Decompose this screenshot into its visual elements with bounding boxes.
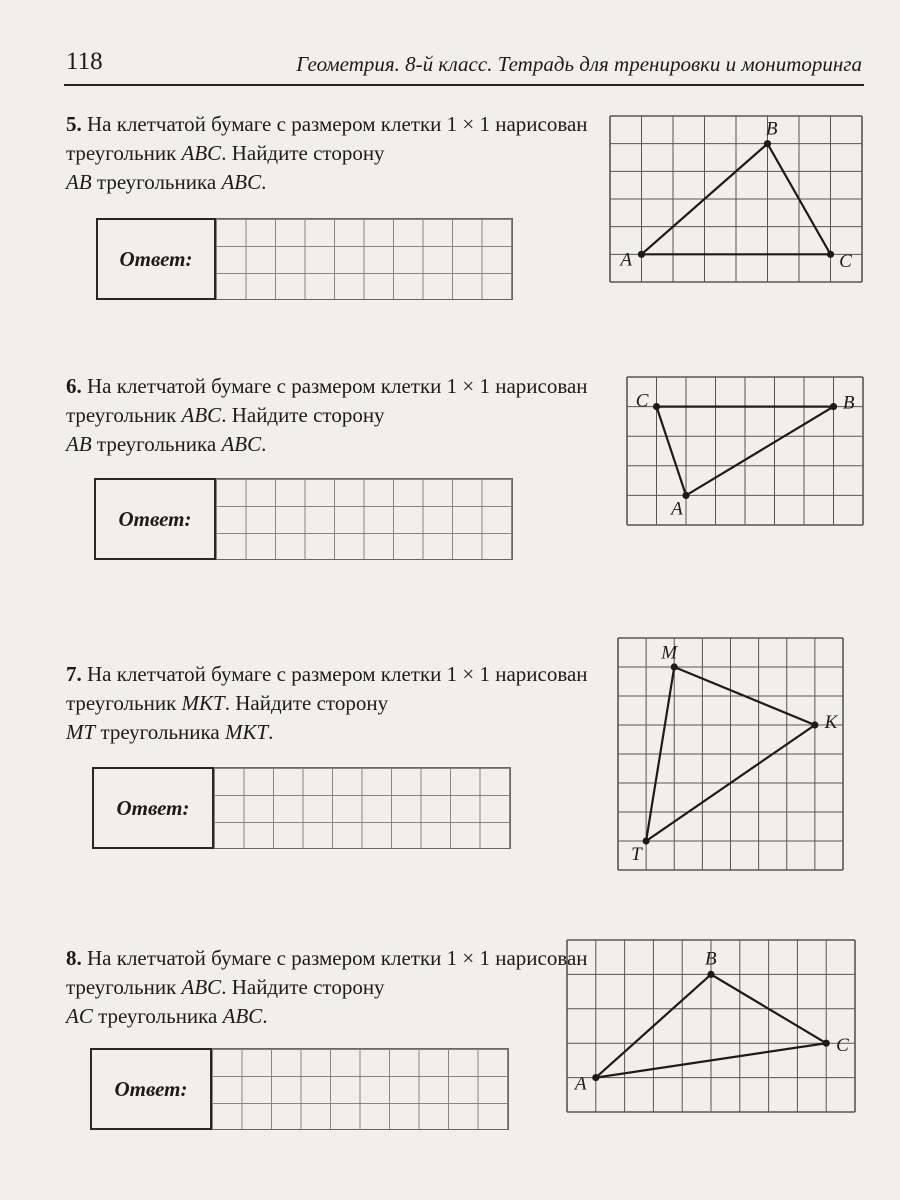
problem-number: 5. bbox=[66, 112, 82, 136]
vertex-label: B bbox=[765, 118, 778, 140]
header-rule bbox=[64, 84, 864, 86]
side-name: MT bbox=[66, 720, 96, 744]
vertex-label: A bbox=[671, 498, 683, 520]
problem-intro: На клетчатой бумаге с размером клетки 1 × 1 нарисован треугольник bbox=[66, 112, 588, 165]
problem-number: 8. bbox=[66, 946, 82, 970]
problem-mid: . Найдите сторону bbox=[221, 403, 385, 427]
vertex-point bbox=[638, 251, 645, 258]
vertex-point bbox=[592, 1074, 599, 1081]
grid-lines bbox=[627, 377, 863, 525]
vertex-label: B bbox=[842, 392, 855, 414]
problem-7-text bbox=[66, 660, 606, 747]
problem-number: 7. bbox=[66, 662, 82, 686]
problem-tail: треугольника bbox=[95, 720, 225, 744]
answer-label: Ответ: bbox=[94, 478, 216, 560]
vertex-point bbox=[827, 251, 834, 258]
problem-tail: треугольника bbox=[91, 432, 222, 456]
page-number: 118 bbox=[66, 48, 103, 75]
triangle-name: MKT bbox=[181, 691, 225, 715]
triangle-name: ABC bbox=[181, 975, 222, 999]
figure-8 bbox=[567, 940, 855, 1112]
problem-5-text bbox=[66, 110, 606, 197]
problem-mid: . Найдите сторону bbox=[224, 691, 389, 715]
triangle-name: ABC bbox=[221, 170, 262, 194]
problem-tail: треугольника bbox=[92, 1004, 223, 1028]
problem-mid: . Найдите сторону bbox=[221, 975, 385, 999]
problem-8-text bbox=[66, 944, 606, 1031]
grid-lines bbox=[618, 638, 843, 870]
running-title: Геометрия. 8-й класс. Тетрадь для тренировки и мониторинга bbox=[296, 52, 862, 76]
answer-box-5[interactable] bbox=[96, 218, 513, 300]
answer-box-6[interactable] bbox=[94, 478, 513, 560]
answer-box-8[interactable] bbox=[90, 1048, 509, 1130]
problem-tail: треугольника bbox=[91, 170, 222, 194]
vertex-label: A bbox=[620, 249, 633, 271]
problem-6-text bbox=[66, 372, 606, 459]
figure-5 bbox=[610, 116, 862, 282]
problem-end: . bbox=[261, 170, 267, 194]
vertex-label: B bbox=[705, 948, 717, 970]
problem-end: . bbox=[261, 432, 267, 456]
vertex-point bbox=[643, 837, 650, 844]
vertex-point bbox=[811, 721, 818, 728]
vertex-point bbox=[682, 492, 689, 499]
problem-intro: На клетчатой бумаге с размером клетки 1 × 1 нарисован треугольник bbox=[66, 946, 588, 999]
problem-mid: . Найдите сторону bbox=[221, 141, 385, 165]
vertex-label: C bbox=[635, 390, 649, 412]
vertex-point bbox=[671, 663, 678, 670]
side-name: AB bbox=[66, 170, 92, 194]
answer-label: Ответ: bbox=[96, 218, 216, 300]
answer-cells[interactable] bbox=[214, 767, 511, 849]
problem-end: . bbox=[262, 1004, 268, 1028]
answer-cells[interactable] bbox=[212, 1048, 509, 1130]
side-name: AC bbox=[66, 1004, 93, 1028]
problem-end: . bbox=[268, 720, 274, 744]
triangle-name: ABC bbox=[221, 432, 262, 456]
answer-cells[interactable] bbox=[216, 218, 513, 300]
figure-7 bbox=[618, 638, 843, 870]
triangle-name: MKT bbox=[224, 720, 269, 744]
grid-lines bbox=[610, 116, 862, 282]
vertex-label: M bbox=[661, 642, 678, 664]
triangle-name: ABC bbox=[181, 141, 222, 165]
vertex-point bbox=[823, 1040, 830, 1047]
vertex-label: K bbox=[824, 712, 838, 734]
problem-intro: На клетчатой бумаге с размером клетки 1 × 1 нарисован треугольник bbox=[66, 662, 588, 715]
vertex-point bbox=[830, 403, 837, 410]
vertex-label: A bbox=[574, 1073, 587, 1095]
vertex-label: T bbox=[631, 844, 642, 866]
answer-box-7[interactable] bbox=[92, 767, 511, 849]
triangle-name: ABC bbox=[181, 403, 222, 427]
figure-6 bbox=[627, 377, 863, 525]
answer-label: Ответ: bbox=[92, 767, 214, 849]
vertex-point bbox=[653, 403, 660, 410]
vertex-point bbox=[764, 140, 771, 147]
answer-label: Ответ: bbox=[90, 1048, 212, 1130]
answer-cells[interactable] bbox=[216, 478, 513, 560]
side-name: AB bbox=[66, 432, 92, 456]
problem-intro: На клетчатой бумаге с размером клетки 1 × 1 нарисован треугольник bbox=[66, 374, 588, 427]
problem-number: 6. bbox=[66, 374, 82, 398]
vertex-point bbox=[707, 971, 714, 978]
triangle-name: ABC bbox=[222, 1004, 263, 1028]
vertex-label: C bbox=[839, 250, 852, 272]
vertex-label: C bbox=[836, 1034, 849, 1056]
